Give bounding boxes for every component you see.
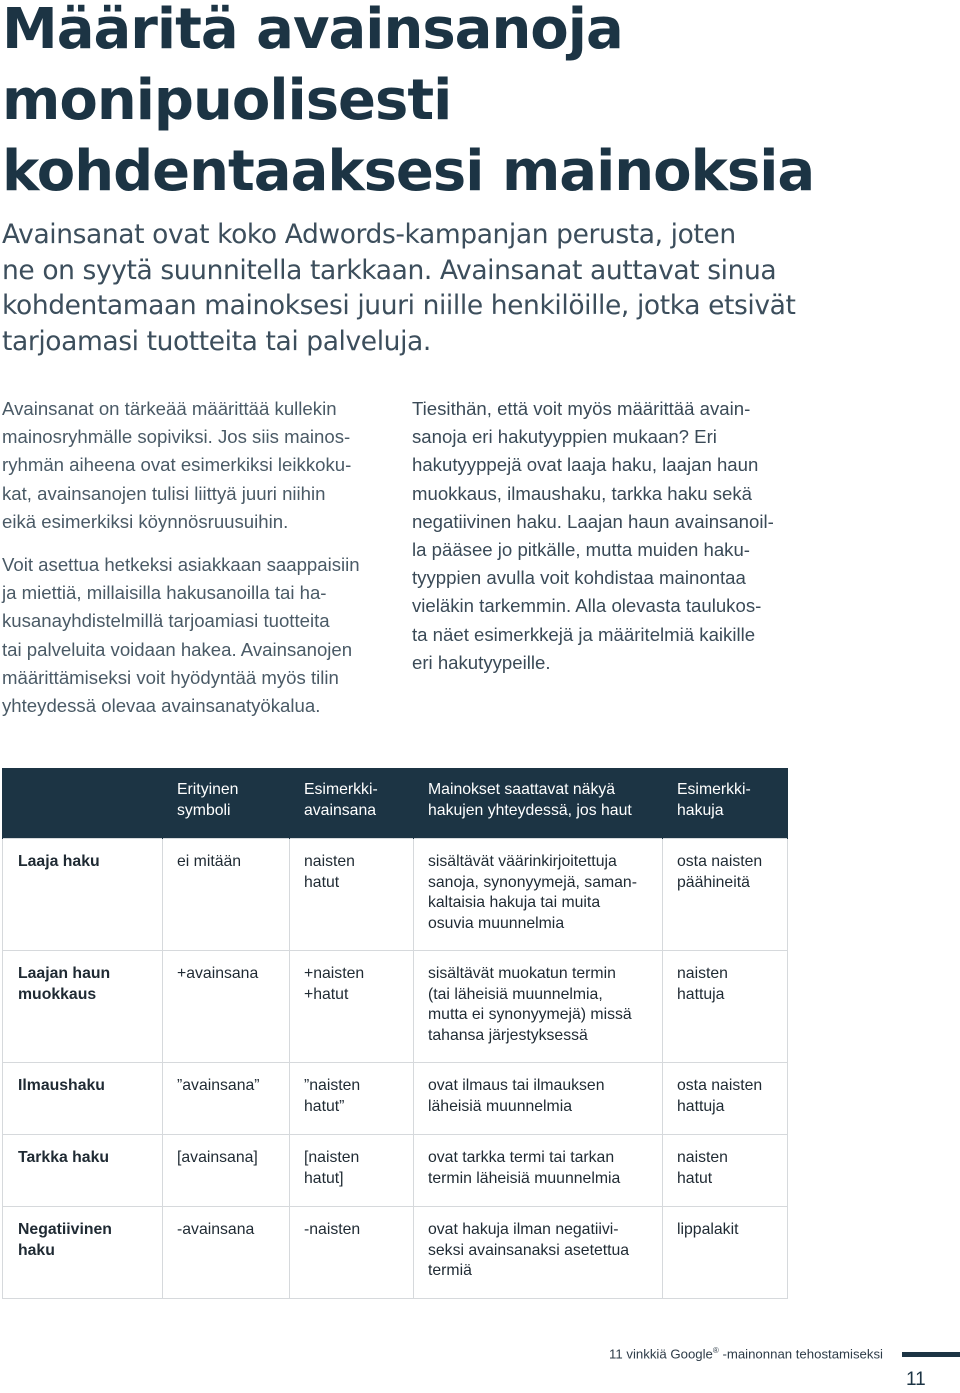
example-keyword-cell: [naisten hatut] xyxy=(290,1135,414,1207)
left-paragraph-1 xyxy=(2,395,392,536)
lead-line: ne on syytä suunnitella tarkkaan. Avainsanat auttavat sinua xyxy=(2,254,777,286)
text-line: tai palveluita voidaan hakea. Avainsanojen xyxy=(2,638,353,660)
text-line: sanoja eri hakutyyppien mukaan? Eri xyxy=(412,426,717,448)
lead-line: Avainsanat ovat koko Adwords-kampanjan perusta, joten xyxy=(2,219,736,250)
example-keyword-cell: ”naisten hatut” xyxy=(290,1063,414,1135)
example-keyword-cell: -naisten xyxy=(290,1207,414,1299)
footer-publication-title: 11 vinkkiä Google® -mainonnan tehostamiseksi xyxy=(609,1346,883,1362)
shows-if-cell: sisältävät muokatun termin (tai läheisiä muunnelmia, mutta ei synonyymejä) missä tahansa järjestyksessä xyxy=(414,951,663,1063)
example-searches-cell: osta naisten päähineitä xyxy=(663,839,788,951)
shows-if-cell: ovat tarkka termi tai tarkan termin läheisiä muunnelmia xyxy=(414,1135,663,1207)
right-column xyxy=(412,395,802,692)
header-cell-symbol: Erityinen symboli xyxy=(163,768,290,839)
table-header-row xyxy=(3,768,788,839)
footer-accent-bar xyxy=(902,1352,960,1357)
example-searches-cell: lippalakit xyxy=(663,1207,788,1299)
example-searches-cell: naisten hatut xyxy=(663,1135,788,1207)
symbol-cell: -avainsana xyxy=(163,1207,290,1299)
match-type-cell: Tarkka haku xyxy=(3,1135,163,1207)
text-line: la pääsee jo pitkälle, mutta muiden haku- xyxy=(412,539,750,561)
shows-if-cell: sisältävät väärinkirjoitettuja sanoja, synonyymejä, saman- kaltaisia hakuja tai muita osuvia muunnelmia xyxy=(414,839,663,951)
symbol-cell: ”avainsana” xyxy=(163,1063,290,1135)
symbol-cell: +avainsana xyxy=(163,951,290,1063)
table-row xyxy=(3,1063,788,1135)
text-line: Voit asettua hetkeksi asiakkaan saappaisiin xyxy=(2,554,360,576)
text-line: Avainsanat on tärkeää määrittää kullekin xyxy=(2,398,337,419)
text-line: vieläkin tarkemmin. Alla olevasta taulukos- xyxy=(412,595,762,617)
text-line: ja miettiä, millaisilla hakusanoilla tai ha- xyxy=(2,582,327,604)
text-line: eikä esimerkiksi köynnösruusuihin. xyxy=(2,510,289,532)
title-line: Määritä avainsanoja xyxy=(2,0,623,62)
text-line: muokkaus, ilmaushaku, tarkka haku sekä xyxy=(412,482,753,504)
lead-line: tarjoamasi tuotteita tai palveluja. xyxy=(2,325,431,357)
symbol-cell: [avainsana] xyxy=(163,1135,290,1207)
title-line: monipuolisesti xyxy=(2,68,452,133)
shows-if-cell: ovat ilmaus tai ilmauksen läheisiä muunnelmia xyxy=(414,1063,663,1135)
match-type-cell: Ilmaushaku xyxy=(3,1063,163,1135)
table-row xyxy=(3,1207,788,1299)
lead-line: kohdentamaan mainoksesi juuri niille henkilöille, jotka etsivät xyxy=(2,290,796,321)
keyword-match-types-table xyxy=(2,768,788,1299)
example-searches-cell: osta naisten hattuja xyxy=(663,1063,788,1135)
header-cell-example-keyword: Esimerkki- avainsana xyxy=(290,768,414,839)
text-line: mainosryhmälle sopiviksi. Jos siis mainos- xyxy=(2,426,351,448)
text-line: eri hakutyypeille. xyxy=(412,651,551,673)
text-line: ryhmän aiheena ovat esimerkiksi leikkoku- xyxy=(2,454,352,476)
right-paragraph-1 xyxy=(412,395,802,677)
header-cell-empty xyxy=(3,768,163,839)
left-paragraph-2 xyxy=(2,551,392,720)
table-row xyxy=(3,839,788,951)
page-number: 11 xyxy=(906,1369,926,1390)
title-line: kohdentaaksesi mainoksia xyxy=(2,139,815,204)
example-keyword-cell: naisten hatut xyxy=(290,839,414,951)
match-type-cell: Laaja haku xyxy=(3,839,163,951)
example-searches-cell: naisten hattuja xyxy=(663,951,788,1063)
text-line: ta näet esimerkkejä ja määritelmiä kaikille xyxy=(412,623,756,645)
page-title xyxy=(2,0,942,207)
registered-mark: ® xyxy=(712,1346,719,1355)
header-cell-ads-shown-if: Mainokset saattavat näkyä hakujen yhteydessä, jos haut xyxy=(414,768,663,839)
match-type-cell: Laajan haun muokkaus xyxy=(3,951,163,1063)
text-line: tyyppien avulla voit kohdistaa mainontaa xyxy=(412,567,746,589)
text-line: määrittämiseksi voit hyödyntää myös tilin xyxy=(2,666,339,688)
shows-if-cell: ovat hakuja ilman negatiivi- seksi avainsanaksi asetettua termiä xyxy=(414,1207,663,1299)
text-line: kusanayhdistelmillä tarjoamiasi tuotteita xyxy=(2,610,330,632)
example-keyword-cell: +naisten +hatut xyxy=(290,951,414,1063)
text-line: negatiivinen haku. Laajan haun avainsanoil- xyxy=(412,510,774,532)
header-cell-example-searches: Esimerkki- hakuja xyxy=(663,768,788,839)
symbol-cell: ei mitään xyxy=(163,839,290,951)
match-type-cell: Negatiivinen haku xyxy=(3,1207,163,1299)
text-line: Tiesithän, että voit myös määrittää avain- xyxy=(412,398,751,419)
table-row xyxy=(3,1135,788,1207)
text-line: hakutyyppejä ovat laaja haku, laajan haun xyxy=(412,454,759,476)
left-column xyxy=(2,395,392,735)
text-line: yhteydessä olevaa avainsanatyökalua. xyxy=(2,695,321,717)
text-line: kat, avainsanojen tulisi liittyä juuri niihin xyxy=(2,482,326,504)
table-row xyxy=(3,951,788,1063)
lead-paragraph xyxy=(2,217,942,359)
